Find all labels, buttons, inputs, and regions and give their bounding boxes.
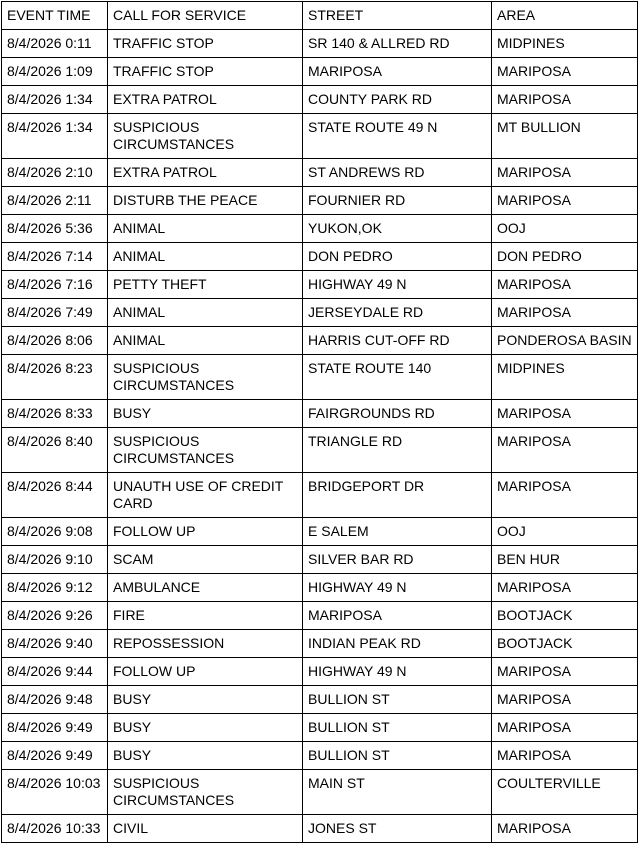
area-cell: MIDPINES (492, 30, 638, 58)
table-row (2, 58, 638, 86)
header-area: AREA (492, 2, 638, 30)
call-for-service-cell: FIRE (108, 602, 303, 630)
table-row (2, 114, 638, 159)
table-row (2, 30, 638, 58)
street-cell: FOURNIER RD (303, 187, 492, 215)
table-row (2, 742, 638, 770)
call-for-service-cell: EXTRA PATROL (108, 159, 303, 187)
street-cell: BRIDGEPORT DR (303, 473, 492, 518)
event-time-cell: 8/4/2026 7:16 (2, 271, 108, 299)
call-for-service-cell: FOLLOW UP (108, 658, 303, 686)
table-row (2, 86, 638, 114)
table-row (2, 299, 638, 327)
street-cell: COUNTY PARK RD (303, 86, 492, 114)
call-for-service-cell: ANIMAL (108, 299, 303, 327)
street-cell: INDIAN PEAK RD (303, 630, 492, 658)
call-for-service-cell: BUSY (108, 686, 303, 714)
street-cell: BULLION ST (303, 742, 492, 770)
event-time-cell: 8/4/2026 9:44 (2, 658, 108, 686)
call-for-service-cell: FOLLOW UP (108, 518, 303, 546)
call-for-service-cell: SUSPICIOUS CIRCUMSTANCES (108, 114, 303, 159)
event-time-cell: 8/4/2026 7:14 (2, 243, 108, 271)
area-cell: MT BULLION (492, 114, 638, 159)
table-row (2, 327, 638, 355)
event-time-cell: 8/4/2026 9:10 (2, 546, 108, 574)
event-time-cell: 8/4/2026 1:09 (2, 58, 108, 86)
street-cell: HARRIS CUT-OFF RD (303, 327, 492, 355)
area-cell: OOJ (492, 518, 638, 546)
event-time-cell: 8/4/2026 2:11 (2, 187, 108, 215)
street-cell: HIGHWAY 49 N (303, 271, 492, 299)
table-row (2, 215, 638, 243)
call-for-service-cell: ANIMAL (108, 215, 303, 243)
street-cell: BULLION ST (303, 686, 492, 714)
event-time-cell: 8/4/2026 9:48 (2, 686, 108, 714)
event-time-cell: 8/4/2026 8:06 (2, 327, 108, 355)
street-cell: MARIPOSA (303, 602, 492, 630)
event-time-cell: 8/4/2026 8:40 (2, 428, 108, 473)
call-for-service-cell: BUSY (108, 400, 303, 428)
street-cell: YUKON,OK (303, 215, 492, 243)
call-for-service-cell: ANIMAL (108, 243, 303, 271)
call-log-table (1, 1, 638, 843)
street-cell: BULLION ST (303, 714, 492, 742)
area-cell: MARIPOSA (492, 742, 638, 770)
call-for-service-cell: SCAM (108, 546, 303, 574)
call-for-service-cell: EXTRA PATROL (108, 86, 303, 114)
area-cell: MARIPOSA (492, 159, 638, 187)
event-time-cell: 8/4/2026 0:11 (2, 30, 108, 58)
event-time-cell: 8/4/2026 10:03 (2, 770, 108, 815)
area-cell: MARIPOSA (492, 400, 638, 428)
area-cell: COULTERVILLE (492, 770, 638, 815)
event-time-cell: 8/4/2026 7:49 (2, 299, 108, 327)
event-time-cell: 8/4/2026 8:44 (2, 473, 108, 518)
table-row (2, 815, 638, 843)
call-for-service-cell: PETTY THEFT (108, 271, 303, 299)
table-row (2, 630, 638, 658)
table-row (2, 602, 638, 630)
call-for-service-cell: UNAUTH USE OF CREDIT CARD (108, 473, 303, 518)
area-cell: MARIPOSA (492, 815, 638, 843)
event-time-cell: 8/4/2026 5:36 (2, 215, 108, 243)
event-time-cell: 8/4/2026 9:49 (2, 714, 108, 742)
header-call-for-service: CALL FOR SERVICE (108, 2, 303, 30)
call-for-service-cell: REPOSSESSION (108, 630, 303, 658)
event-time-cell: 8/4/2026 9:12 (2, 574, 108, 602)
street-cell: DON PEDRO (303, 243, 492, 271)
area-cell: MARIPOSA (492, 686, 638, 714)
event-time-cell: 8/4/2026 10:33 (2, 815, 108, 843)
table-row (2, 271, 638, 299)
header-street: STREET (303, 2, 492, 30)
street-cell: STATE ROUTE 49 N (303, 114, 492, 159)
table-row (2, 243, 638, 271)
call-for-service-cell: BUSY (108, 742, 303, 770)
event-time-cell: 8/4/2026 8:33 (2, 400, 108, 428)
area-cell: DON PEDRO (492, 243, 638, 271)
area-cell: MARIPOSA (492, 658, 638, 686)
street-cell: STATE ROUTE 140 (303, 355, 492, 400)
street-cell: TRIANGLE RD (303, 428, 492, 473)
table-row (2, 770, 638, 815)
event-time-cell: 8/4/2026 1:34 (2, 86, 108, 114)
event-time-cell: 8/4/2026 9:40 (2, 630, 108, 658)
area-cell: MARIPOSA (492, 271, 638, 299)
table-row (2, 658, 638, 686)
call-for-service-cell: TRAFFIC STOP (108, 30, 303, 58)
area-cell: BOOTJACK (492, 602, 638, 630)
area-cell: MARIPOSA (492, 574, 638, 602)
call-for-service-cell: ANIMAL (108, 327, 303, 355)
table-row (2, 714, 638, 742)
area-cell: BEN HUR (492, 546, 638, 574)
area-cell: MARIPOSA (492, 299, 638, 327)
street-cell: JONES ST (303, 815, 492, 843)
call-for-service-cell: SUSPICIOUS CIRCUMSTANCES (108, 355, 303, 400)
street-cell: SR 140 & ALLRED RD (303, 30, 492, 58)
street-cell: E SALEM (303, 518, 492, 546)
call-for-service-cell: CIVIL (108, 815, 303, 843)
street-cell: SILVER BAR RD (303, 546, 492, 574)
event-time-cell: 8/4/2026 9:49 (2, 742, 108, 770)
table-row (2, 428, 638, 473)
street-cell: ST ANDREWS RD (303, 159, 492, 187)
call-for-service-cell: BUSY (108, 714, 303, 742)
table-row (2, 686, 638, 714)
table-row (2, 574, 638, 602)
call-for-service-cell: SUSPICIOUS CIRCUMSTANCES (108, 428, 303, 473)
area-cell: MARIPOSA (492, 714, 638, 742)
street-cell: FAIRGROUNDS RD (303, 400, 492, 428)
event-time-cell: 8/4/2026 9:08 (2, 518, 108, 546)
street-cell: MARIPOSA (303, 58, 492, 86)
area-cell: MARIPOSA (492, 473, 638, 518)
area-cell: MARIPOSA (492, 187, 638, 215)
street-cell: JERSEYDALE RD (303, 299, 492, 327)
area-cell: MARIPOSA (492, 86, 638, 114)
event-time-cell: 8/4/2026 1:34 (2, 114, 108, 159)
table-row (2, 518, 638, 546)
call-for-service-cell: SUSPICIOUS CIRCUMSTANCES (108, 770, 303, 815)
area-cell: PONDEROSA BASIN (492, 327, 638, 355)
header-event-time: EVENT TIME (2, 2, 108, 30)
area-cell: MARIPOSA (492, 428, 638, 473)
call-for-service-cell: AMBULANCE (108, 574, 303, 602)
table-row (2, 355, 638, 400)
area-cell: BOOTJACK (492, 630, 638, 658)
area-cell: MARIPOSA (492, 58, 638, 86)
street-cell: HIGHWAY 49 N (303, 574, 492, 602)
event-time-cell: 8/4/2026 8:23 (2, 355, 108, 400)
table-row (2, 159, 638, 187)
call-for-service-cell: DISTURB THE PEACE (108, 187, 303, 215)
table-row (2, 400, 638, 428)
table-row (2, 187, 638, 215)
street-cell: MAIN ST (303, 770, 492, 815)
event-time-cell: 8/4/2026 2:10 (2, 159, 108, 187)
event-time-cell: 8/4/2026 9:26 (2, 602, 108, 630)
call-for-service-cell: TRAFFIC STOP (108, 58, 303, 86)
call-log-body (2, 2, 638, 843)
header-row (2, 2, 638, 30)
street-cell: HIGHWAY 49 N (303, 658, 492, 686)
table-row (2, 473, 638, 518)
area-cell: MIDPINES (492, 355, 638, 400)
table-row (2, 546, 638, 574)
area-cell: OOJ (492, 215, 638, 243)
